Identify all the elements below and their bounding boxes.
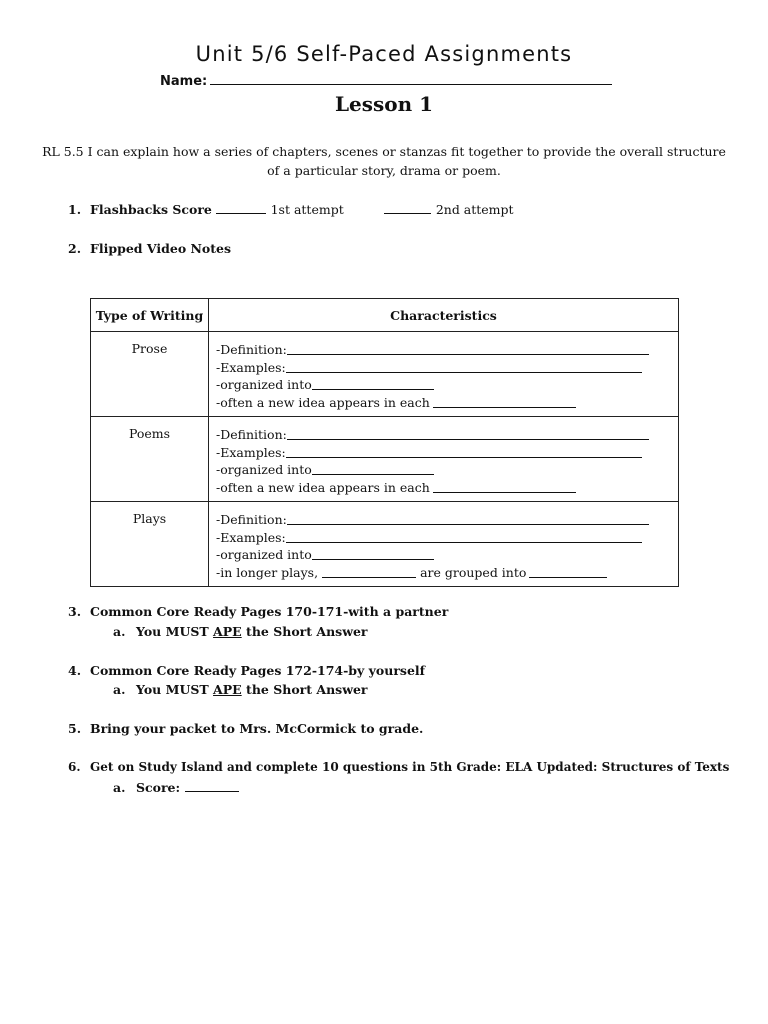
definition-label: -Definition: [216, 342, 287, 357]
item-number: 6. [68, 760, 81, 774]
item-label: Flipped Video Notes [90, 241, 232, 256]
grouped-into-label: are grouped into [420, 564, 527, 580]
attempt-1-label: 1st attempt [270, 202, 344, 217]
organized-label: -organized into [216, 377, 312, 392]
item-6 [68, 760, 729, 774]
sub-item-number: a. [113, 624, 126, 639]
sub-item-text: You MUST [136, 682, 214, 697]
sub-item-text-end: the Short Answer [241, 624, 368, 639]
item-label: Get on Study Island and complete 10 questions in 5th Grade: ELA Updated: Structures of Texts [90, 760, 730, 774]
longer-plays-label: -in longer plays, [216, 564, 319, 580]
learning-standard: RL 5.5 I can explain how a series of chapters, scenes or stanzas fit together to provide the overall structure of a particular story, drama or poem. [42, 144, 726, 178]
table-row-poems [91, 417, 679, 502]
item-number: 1. [68, 202, 82, 217]
item-3 [68, 604, 448, 619]
score-label: Score: [136, 780, 181, 795]
name-label: Name: [160, 74, 208, 89]
grouped-into-blank[interactable] [529, 564, 607, 578]
name-field [160, 72, 612, 89]
table-header-row [91, 299, 679, 332]
organized-blank[interactable] [312, 546, 434, 560]
type-cell: Prose [91, 332, 209, 417]
score-blank-1[interactable] [216, 202, 266, 214]
new-idea-label: -often a new idea appears in each [216, 479, 430, 495]
attempt-2-label: 2nd attempt [435, 202, 514, 217]
item-6-sub-a [113, 780, 239, 795]
item-number: 2. [68, 241, 82, 256]
item-number: 3. [68, 604, 82, 619]
item-label: Common Core Ready Pages 170-171-with a partner [90, 604, 449, 619]
examples-blank[interactable] [286, 529, 642, 543]
sub-item-text-end: the Short Answer [241, 682, 368, 697]
characteristics-cell [209, 332, 679, 417]
examples-label: -Examples: [216, 359, 286, 375]
item-4 [68, 663, 425, 678]
worksheet-title: Unit 5/6 Self-Paced Assignments [195, 42, 573, 66]
characteristics-cell [209, 502, 679, 587]
type-cell: Plays [91, 502, 209, 587]
examples-label: -Examples: [216, 529, 286, 545]
organized-label: -organized into [216, 462, 312, 477]
item-label: Bring your packet to Mrs. McCormick to grade. [90, 721, 424, 736]
item-3-sub-a [113, 624, 368, 639]
item-4-sub-a [113, 682, 368, 697]
examples-blank[interactable] [286, 359, 642, 373]
item-1 [68, 202, 514, 217]
score-blank[interactable] [185, 780, 239, 792]
table-row-plays [91, 502, 679, 587]
item-label: Common Core Ready Pages 172-174-by yourself [90, 663, 426, 678]
sub-item-number: a. [113, 780, 126, 795]
item-2 [68, 241, 231, 256]
definition-label: -Definition: [216, 427, 287, 442]
writing-types-table [90, 298, 679, 587]
organized-blank[interactable] [312, 376, 434, 390]
longer-plays-blank[interactable] [322, 564, 416, 578]
definition-label: -Definition: [216, 512, 287, 527]
item-5 [68, 721, 423, 736]
item-number: 4. [68, 663, 82, 678]
definition-blank[interactable] [287, 426, 649, 440]
lesson-heading: Lesson 1 [334, 92, 434, 116]
score-blank-2[interactable] [384, 202, 431, 214]
definition-blank[interactable] [287, 511, 649, 525]
organized-blank[interactable] [312, 461, 434, 475]
table-row-prose [91, 332, 679, 417]
item-label: Flashbacks Score [90, 202, 212, 217]
new-idea-blank[interactable] [433, 479, 576, 493]
ape-text: APE [213, 682, 242, 697]
item-number: 5. [68, 721, 82, 736]
new-idea-blank[interactable] [433, 394, 576, 408]
ape-text: APE [213, 624, 242, 639]
examples-label: -Examples: [216, 444, 286, 460]
organized-label: -organized into [216, 547, 312, 562]
header-type-of-writing: Type of Writing [91, 299, 209, 332]
header-characteristics: Characteristics [209, 299, 679, 332]
examples-blank[interactable] [286, 444, 642, 458]
name-blank[interactable] [210, 72, 612, 85]
definition-blank[interactable] [287, 341, 649, 355]
characteristics-cell [209, 417, 679, 502]
new-idea-label: -often a new idea appears in each [216, 394, 430, 410]
sub-item-text: You MUST [136, 624, 214, 639]
type-cell: Poems [91, 417, 209, 502]
sub-item-number: a. [113, 682, 126, 697]
